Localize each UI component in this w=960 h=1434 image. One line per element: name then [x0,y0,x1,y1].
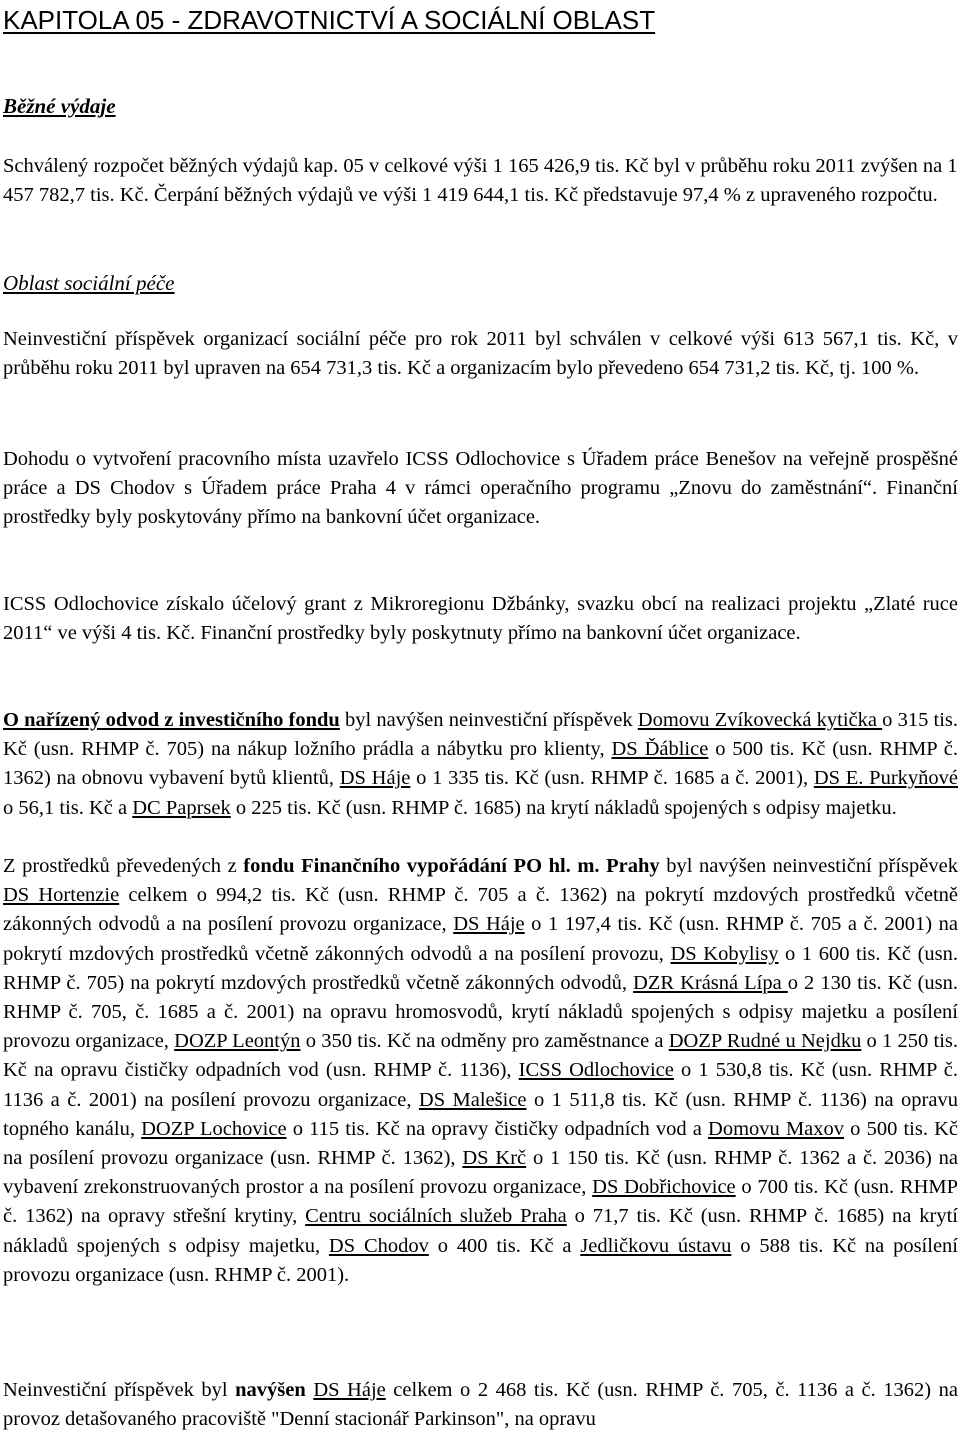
org-link: Domovu Maxov [708,1117,845,1140]
org-link: DS Hortenzie [3,884,120,907]
org-link: DOZP Leontýn [174,1030,301,1053]
org-link: DOZP Lochovice [141,1117,287,1140]
org-link: DS Chodov [328,1234,429,1257]
paragraph-grant: ICSS Odlochovice získalo účelový grant z Mikroregionu Džbánky, svazku obcí na realizaci projektu „Zlaté ruce 2011“ ve výši 4 tis. Kč. Finanční prostředky byly poskytnuty přímo na bankovní účet organizace. [3,593,958,645]
paragraph-investment-fund: O nařízený odvod z investičního fondu byl navýšen neinvestiční příspěvek Domovu Zvíkovecká kytička o 315 tis. Kč (usn. RHMP č. 705) na nákup ložního prádla a nábytku pro klienty, DS Ďáblice o 500 tis. Kč (usn. RHMP č. 1362) na obnovu vybavení bytů klientů, DS Háje o 1 335 tis. Kč (usn. RHMP č. 1685 a č. 2001), DS E. Purkyňové o 56,1 tis. Kč a DC Paprsek o 225 tis. Kč (usn. RHMP č. 1685) na krytí nákladů spojených s odpisy majetku. [3,709,959,819]
org-link: DC Paprsek [132,796,231,819]
paragraph-job-agreement: Dohodu o vytvoření pracovního místa uzavřelo ICSS Odlochovice s Úřadem práce Benešov na veřejně prospěšné práce a DS Chodov s Úřadem práce Praha 4 v rámci operačního programu „Znovu do zaměstnání“. Finanční prostředky byly poskytovány přímo na bankovní účet organizace. [3,448,958,529]
paragraph-financial-settlement: Z prostředků převedených z fondu Finančního vypořádání PO hl. m. Prahy byl navýšen neinvestiční příspěvek DS Hortenzie celkem o 994,2 tis. Kč (usn. RHMP č. 705 a č. 1362) na pokrytí mzdových prostředků včetně zákonných odvodů a na posílení provozu organizace, DS Háje o 1 197,4 tis. Kč (usn. RHMP č. 705 a č. 2001) na pokrytí mzdových prostředků včetně zákonných odvodů a na posílení provozu, DS Kobylisy o 1 600 tis. Kč (usn. RHMP č. 705) na pokrytí mzdových prostředků včetně zákonných odvodů, DZR Krásná Lípa o 2 130 tis. Kč (usn. RHMP č. 705, č. 1685 a č. 2001) na opravu hromosvodů, krytí nákladů spojených s odpisy majetku a posílení provozu organizace, DOZP Leontýn o 350 tis. Kč na odměny pro zaměstnance a DOZP Rudné u Nejdku o 1 250 tis. Kč na opravu čističky odpadních vod (usn. RHMP č. 1136), ICSS Odlochovice o 1 530,8 tis. Kč (usn. RHMP č. 1136 a č. 2001) na posílení provozu organizace, DS Malešice o 1 511,8 tis. Kč (usn. RHMP č. 1136) na opravu topného kanálu, DOZP Lochovice o 115 tis. Kč na opravy čističky odpadních vod a Domovu Maxov o 500 tis. Kč na posílení provozu organizace (usn. RHMP č. 1362), DS Krč o 1 150 tis. Kč (usn. RHMP č. 1362 a č. 2036) na vybavení zrekonstruovaných prostor a na posílení provozu organizace, DS Dobřichovice o 700 tis. Kč (usn. RHMP č. 1362) na opravy střešní krytiny, Centru sociálních služeb Praha o 71,7 tis. Kč (usn. RHMP č. 1685) na krytí nákladů spojených s odpisy majetku, DS Chodov o 400 tis. Kč a Jedličkovu ústavu o 588 tis. Kč na posílení provozu organizace (usn. RHMP č. 2001). [3,855,959,1286]
org-link: DS Malešice [418,1088,527,1111]
org-link: DS Háje [339,767,411,790]
org-link: Centru sociálních služeb Praha [305,1205,567,1228]
org-link: DS Háje [453,913,525,936]
subheading-social-care: Oblast sociální péče [3,271,175,295]
org-link: DS Háje [313,1379,386,1401]
org-link: DS Krč [462,1147,527,1170]
chapter-title: KAPITOLA 05 - ZDRAVOTNICTVÍ A SOCIÁLNÍ OBLAST [3,5,656,35]
org-link: DZR Krásná Lípa [633,971,788,994]
org-link: DS Kobylisy [670,942,779,965]
org-link: ICSS Odlochovice [518,1059,674,1082]
section-heading: Běžné výdaje [3,94,116,118]
org-link: Domovu Zvíkovecká kytička [637,709,883,731]
org-link: DOZP Rudné u Nejdku [668,1030,862,1053]
paragraph-non-investment: Neinvestiční příspěvek organizací sociální péče pro rok 2011 byl schválen v celkové výši 613 567,1 tis. Kč, v průběhu roku 2011 byl upraven na 654 731,3 tis. Kč a organizacím bylo převedeno 654 731,2 tis. Kč, tj. 100 %. [3,328,958,380]
org-link: DS Dobřichovice [592,1176,736,1199]
increase-keyword: navýšen [235,1379,306,1401]
investment-fund-lead: O nařízený odvod z investičního fondu [3,709,340,731]
paragraph-increase-ds-haje: Neinvestiční příspěvek byl navýšen DS Háje celkem o 2 468 tis. Kč (usn. RHMP č. 705, č. 1136 a č. 1362) na provoz detašovaného pracoviště "Denní stacionář Parkinson", na opravu [3,1379,959,1431]
paragraph-current-expenses: Schválený rozpočet běžných výdajů kap. 05 v celkové výši 1 165 426,9 tis. Kč byl v průběhu roku 2011 zvýšen na 1 457 782,7 tis. Kč. Čerpání běžných výdajů ve výši 1 419 644,1 tis. Kč představuje 97,4 % z upraveného rozpočtu. [3,155,958,207]
org-link: DS Ďáblice [611,738,709,761]
org-link: DS E. Purkyňové [813,767,958,790]
org-link: Jedličkovu ústavu [580,1234,732,1257]
settlement-fund-name: fondu Finančního vypořádání PO hl. m. Prahy [243,855,660,877]
